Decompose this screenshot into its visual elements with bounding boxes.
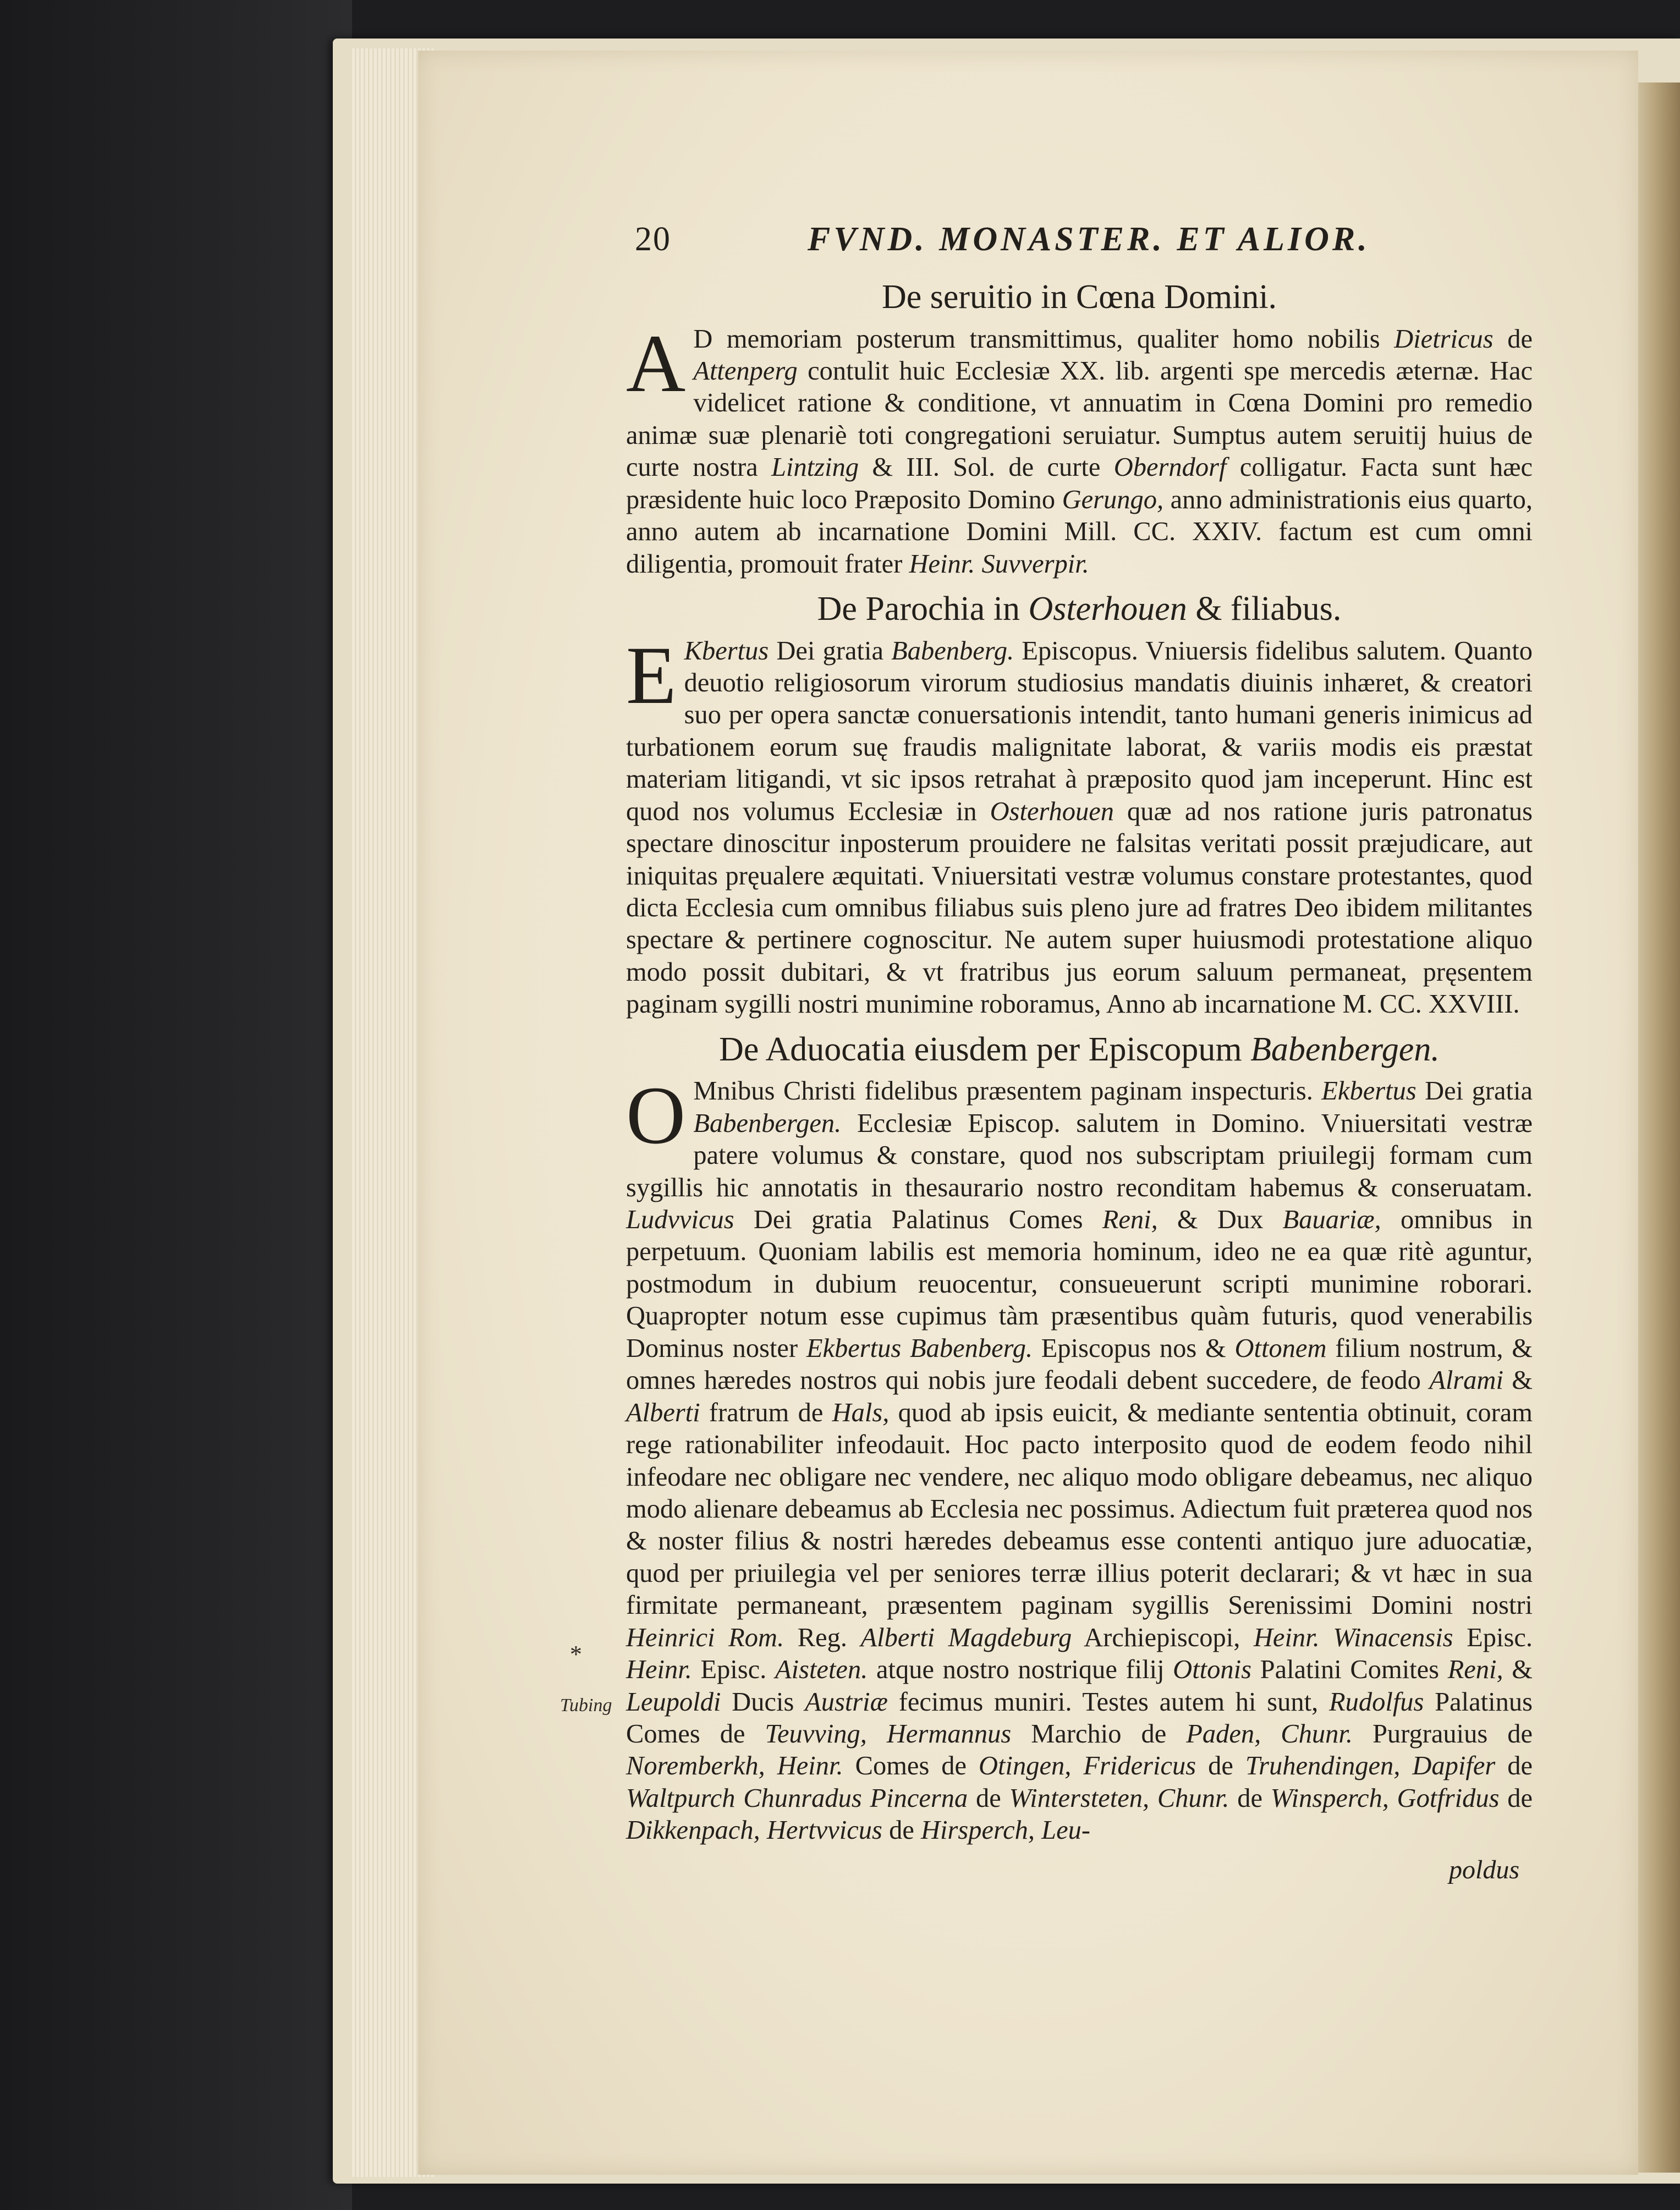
text-run: Aisteten.	[775, 1655, 868, 1685]
text-run: Ekbertus Babenberg.	[806, 1333, 1033, 1363]
section-title	[626, 276, 1533, 319]
text-run: Kbertus	[684, 636, 769, 666]
text-run: Dei gratia	[768, 636, 892, 666]
section-title-part: Babenbergen.	[1250, 1030, 1440, 1068]
text-run: Winsperch, Gotfridus	[1270, 1783, 1500, 1813]
text-run: Ottonem	[1234, 1333, 1327, 1363]
text-run: Episc.	[691, 1655, 775, 1685]
text-run: quæ ad nos ratione juris patronatus spectare dinoscitur inposterum prouidere ne falsitas veritati possit præjudicare, aut iniquitas pręualere æquitati. Vniuersitati vestræ volumus constare protestantes, quod dicta Ecclesia cum omnibus filiabus suis pleno jure ad fratres Deo ibidem militantes spectare & pertinere cognoscitur. Ne autem super huiusmodi protestatione aliquo modo possit dubitari, & vt fratribus jus eorum saluum permaneat, pręsentem paginam sygilli nostri munimine roboramus, Anno ab incarnatione M. CC. XXVIII.	[626, 796, 1533, 1019]
text-run: Noremberkh, Heinr.	[626, 1751, 843, 1781]
section-title	[626, 588, 1533, 631]
section-title-part: De Parochia in	[817, 590, 1029, 628]
drop-cap: O	[626, 1070, 686, 1162]
text-run: Dei gratia	[1416, 1076, 1533, 1106]
text-run: Hermannus	[886, 1719, 1012, 1749]
body-paragraph	[626, 1070, 1533, 1847]
text-run: D memoriam posterum transmittimus, qualiter homo nobilis	[693, 324, 1394, 354]
text-run: Otingen, Fridericus	[979, 1751, 1196, 1781]
text-run: Austriæ	[805, 1687, 888, 1717]
text-run: Babenberg.	[891, 636, 1014, 666]
text-run: & III. Sol. de curte	[859, 453, 1114, 482]
text-run: de	[1499, 1783, 1533, 1813]
text-run: Osterhouen	[990, 796, 1114, 826]
text-run: de	[968, 1783, 1009, 1813]
text-run: Hals,	[832, 1398, 890, 1427]
text-run: Ecclesiæ Episcop. salutem in Domino. Vniuersitati vestræ patere volumus & constare, quod nos subscriptam priuilegij formam cum sygillis hic annotatis in thesaurario nostro reconditam habemus & conseruatam.	[626, 1108, 1533, 1202]
text-run	[867, 1719, 887, 1749]
section-title-part: Osterhouen	[1028, 590, 1187, 628]
body-paragraph	[626, 317, 1533, 581]
text-run: Ekbertus	[1321, 1076, 1417, 1106]
text-run: &	[1503, 1655, 1533, 1685]
text-run: de	[1229, 1783, 1271, 1813]
running-head	[626, 220, 1533, 273]
catchword: poldus	[1448, 1855, 1519, 1884]
text-run: Archiepiscopi,	[1072, 1623, 1254, 1652]
text-run: Reni,	[1447, 1655, 1503, 1685]
text-run: Comes de	[843, 1751, 979, 1781]
text-run: Heinr. Winacensis	[1253, 1623, 1453, 1652]
text-run: Hirsperch, Leu-	[920, 1816, 1090, 1845]
page-number: 20	[635, 221, 671, 258]
text-run: Waltpurch Chunradus Pincerna	[626, 1783, 968, 1813]
text-run: Alberti Magdeburg	[860, 1623, 1072, 1652]
header-title: FVND. MONASTER. ET ALIOR.	[808, 221, 1370, 258]
text-run: Bauariæ,	[1282, 1205, 1381, 1234]
text-run: Marchio de	[1011, 1719, 1187, 1749]
text-run: Ludvvicus	[626, 1205, 734, 1234]
text-run: Oberndorf	[1113, 453, 1227, 482]
body-paragraph	[626, 629, 1533, 1021]
text-run: Rudolfus	[1328, 1687, 1424, 1717]
section-title-part: & filiabus.	[1187, 590, 1342, 628]
text-run: & Dux	[1157, 1205, 1283, 1234]
text-run: Teuvving,	[765, 1719, 867, 1749]
text-run: Palatini Comites	[1251, 1655, 1448, 1685]
text-run: Dikkenpach, Hertvvicus	[626, 1816, 882, 1845]
margin-note: Tubing	[560, 1695, 612, 1716]
text-run: Heinrici Rom.	[626, 1623, 784, 1652]
text-run: Truhendingen, Dapifer	[1245, 1751, 1496, 1781]
text-run: Palatinus Comes de	[626, 1687, 1533, 1749]
drop-cap: E	[626, 629, 677, 721]
text-run: Leupoldi	[626, 1687, 721, 1717]
text-run: Reg.	[784, 1623, 861, 1652]
text-run: Ducis	[721, 1687, 805, 1717]
section-title-part: De seruitio in Cœna Domini.	[881, 278, 1277, 316]
text-run: Mnibus Christi fidelibus præsentem paginam inspecturis.	[693, 1076, 1322, 1106]
text-run: Episcopus nos &	[1033, 1333, 1235, 1363]
dark-background	[0, 0, 352, 2210]
text-run: Heinr.	[626, 1655, 692, 1685]
text-run: Paden, Chunr.	[1186, 1719, 1353, 1749]
text-run: Attenperg	[693, 356, 798, 386]
text-run: fecimus muniri. Testes autem hi sunt,	[888, 1687, 1329, 1717]
section-title-part: De Aduocatia eiusdem per Episcopum	[719, 1030, 1251, 1068]
text-run: Ottonis	[1173, 1655, 1251, 1685]
text-run: filium nostrum, & omnes hæredes nostros qui nobis jure feodali debent succedere, de feodo	[626, 1333, 1533, 1395]
text-run: de	[1495, 1751, 1533, 1781]
text-run: quod ab ipsis euicit, & mediante sententia obtinuit, coram rege rationabiliter infeodauit. Hoc pacto interposito quod de eodem feodo nihil infeodare nec obligare nec vendere, nec aliquo modo obligare debeamus, nec aliquo modo alienare debeamus ab Ecclesia nec possimus. Adiectum fuit præterea quod nos & noster filius & nostri hæredes debeamus esse contenti antiquo jure aduocatiæ, quod per priuilegia vel per seniores terræ illius poterit declarari; & vt hæc in sua firmitate permaneant, præsentem paginam sygillis Serenissimi Domini nostri	[626, 1398, 1533, 1620]
text-run: Babenbergen.	[693, 1108, 842, 1138]
drop-cap: A	[626, 317, 686, 409]
text-run: contulit huic Ecclesiæ XX. lib. argenti spe mercedis æternæ. Hac videlicet ratione & conditione, vt annuatim in Cœna Domini pro remedio animæ suæ plenariè toti congregationi seruiatur. Sumptus autem seruitij huius de curte nostra	[626, 356, 1533, 482]
text-run: Dietricus	[1394, 324, 1494, 354]
text-run: Gerungo,	[1062, 485, 1164, 514]
text-run: fratrum de	[700, 1398, 832, 1427]
text-run: de	[1493, 324, 1533, 354]
text-run: omnibus in perpetuum. Quoniam labilis est memoria hominum, ideo ne ea quæ ritè aguntur, postmodum in dubium reuocentur, consueuerunt scripti munimine roborari. Quapropter notum esse cupimus tàm præsentibus quàm futuris, quod venerabilis Dominus noster	[626, 1205, 1533, 1363]
book-gutter	[1638, 83, 1680, 2173]
text-run: Alberti	[626, 1398, 700, 1427]
text-run: Episcopus. Vniuersis fidelibus salutem. Quanto deuotio religiosorum virorum studiosius mandatis diuinis inhæret, & creatori suo per opera sanctæ conuersationis intendit, tanto humani generis inimicus ad turbationem eorum suę fraudis malignitate laborat, & variis modis eis præstat materiam litigandi, vt sic ipsos retrahat à præposito quod jam inceperunt. Hinc est quod nos volumus Ecclesiæ in	[626, 636, 1533, 826]
text-run: de	[882, 1816, 921, 1845]
text-run: Purgrauius de	[1352, 1719, 1533, 1749]
text-run: Heinr. Suvverpir.	[909, 549, 1089, 579]
text-run: atque nostro nostrique filij	[868, 1655, 1173, 1685]
text-run: &	[1503, 1366, 1533, 1395]
text-run: Reni,	[1102, 1205, 1158, 1234]
margin-star: *	[570, 1641, 582, 1668]
page-text-block	[626, 220, 1533, 1885]
text-run: anno administrationis eius quarto, anno autem ab incarnatione Domini Mill. CC. XXIV. factum est cum omni diligentia, promouit frater	[626, 485, 1533, 579]
text-run: Dei gratia Palatinus Comes	[734, 1205, 1102, 1234]
section-title	[626, 1029, 1533, 1071]
text-run: Episc.	[1453, 1623, 1533, 1652]
sections-container	[626, 276, 1533, 1847]
text-run: Wintersteten, Chunr.	[1009, 1783, 1229, 1813]
text-run: colligatur. Facta sunt hæc præsidente huic loco Præposito Domino	[626, 453, 1533, 514]
text-run: Lintzing	[771, 453, 859, 482]
text-run: de	[1196, 1751, 1245, 1781]
text-run: Alrami	[1429, 1366, 1503, 1395]
